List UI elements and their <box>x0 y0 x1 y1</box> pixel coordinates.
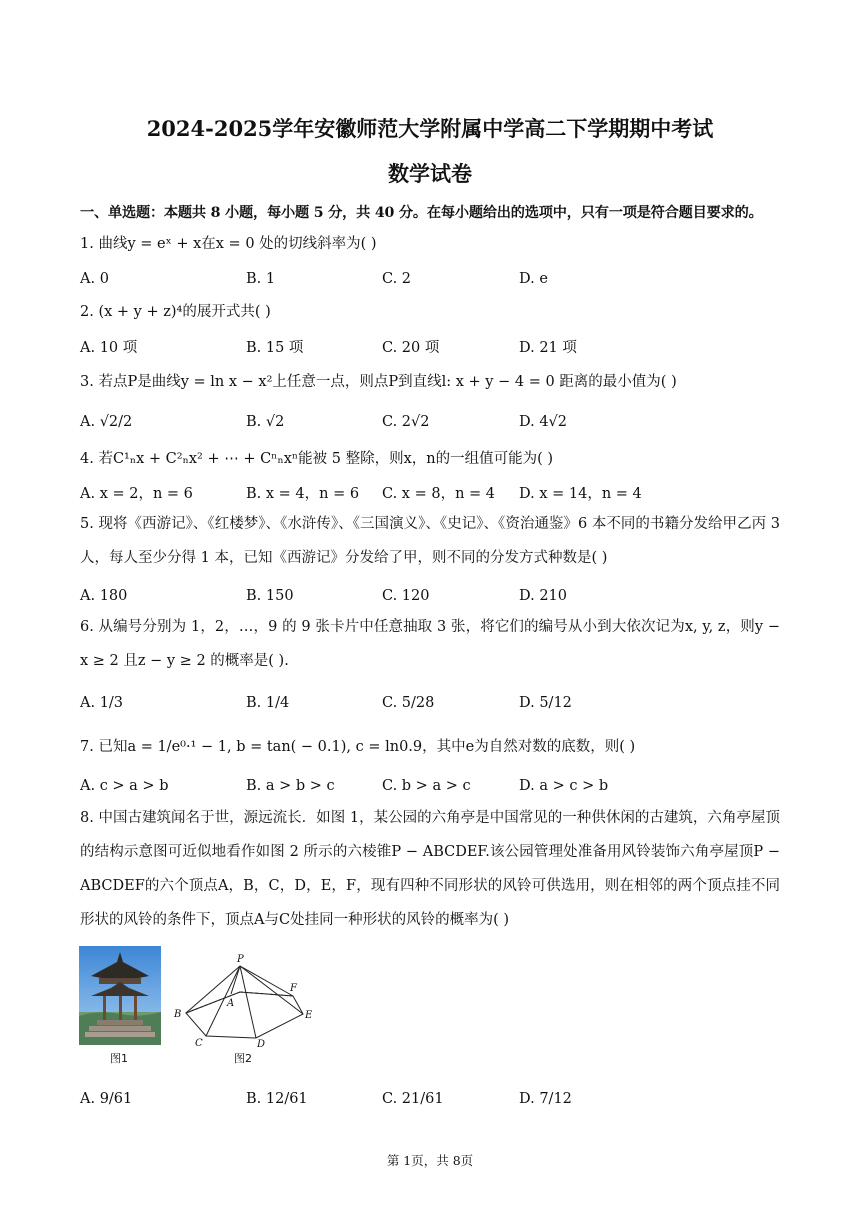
option-b: B. a > b > c <box>246 778 335 794</box>
question-3-stem: 3. 若点P是曲线y = ln x − x²上任意一点，则点P到直线l: x + y − 4 = 0 距离的最小值为( ) <box>80 374 677 390</box>
option-b: B. 1/4 <box>246 695 290 711</box>
option-c: C. 5/28 <box>382 695 435 711</box>
question-6-stem: 6. 从编号分别为 1，2，…，9 的 9 张卡片中任意抽取 3 张，将它们的编号从小到大依次记为x, y, z，则y − x ≥ 2 且z − y ≥ 2 的概率是( ). <box>80 619 780 669</box>
question-3-options <box>80 411 780 435</box>
exam-title: 2024-2025学年安徽师范大学附属中学高二下学期期中考试 <box>146 116 714 141</box>
question-8-stem: 8. 中国古建筑闻名于世，源远流长．如图 1，某公园的六角亭是中国常见的一种供休闲的古建筑，六角亭屋顶的结构示意图可近似地看作如图 2 所示的六棱锥P − ABCDEF.该公园管理处准备用风铃装饰六角亭屋顶P − ABCDEF的六个顶点A，B，C，D，E，F，现有四种不同形状的风铃可供选用，则在相邻的两个顶点挂不同形状的风铃的条件下，顶点A与C处挂同一种形状的风铃的概率为( ) <box>80 810 780 928</box>
section-heading: 一、单选题：本题共 8 小题，每小题 5 分，共 40 分。在每小题给出的选项中，只有一项是符合题目要求的。 <box>80 205 763 221</box>
option-d: D. a > c > b <box>519 778 609 794</box>
question-1-options <box>80 268 780 292</box>
question-2-options <box>80 337 780 361</box>
question-5-stem: 5. 现将《西游记》、《红楼梦》、《水浒传》、《三国演义》、《史记》、《资治通鉴》6 本不同的书籍分发给甲乙丙 3 人，每人至少分得 1 本，已知《西游记》分发给了甲，则不同的分发方式种数是( ) <box>80 516 780 566</box>
exam-subtitle: 数学试卷 <box>388 161 472 186</box>
figure-1-caption: 图1 <box>110 1052 128 1065</box>
option-a: A. √2/2 <box>80 414 133 430</box>
vertex-label-a: A <box>227 998 235 1009</box>
option-c: C. 2 <box>382 271 412 287</box>
question-5-options <box>80 585 780 609</box>
option-b: B. √2 <box>246 414 285 430</box>
option-a: A. 9/61 <box>80 1091 133 1107</box>
vertex-label-e: E <box>305 1010 313 1021</box>
question-8-options <box>80 1088 780 1112</box>
question-4-stem: 4. 若C¹ₙx + C²ₙx² + ⋯ + Cⁿₙxⁿ能被 5 整除，则x，n的一组值可能为( ) <box>80 451 554 467</box>
option-d: D. x = 14，n = 4 <box>519 486 642 502</box>
option-d: D. e <box>519 271 548 287</box>
vertex-label-f: F <box>290 983 297 994</box>
option-c: C. 120 <box>382 588 430 604</box>
page-footer: 第 1页，共 8页 <box>386 1153 474 1168</box>
option-c: C. 2√2 <box>382 414 430 430</box>
option-c: C. 20 项 <box>382 340 440 356</box>
question-4-options <box>80 483 780 507</box>
figure-2-caption: 图2 <box>234 1052 252 1065</box>
option-b: B. 150 <box>246 588 294 604</box>
option-d: D. 210 <box>519 588 568 604</box>
option-b: B. 15 项 <box>246 340 304 356</box>
question-6-options <box>80 692 780 716</box>
vertex-label-p: P <box>237 954 244 965</box>
option-d: D. 21 项 <box>519 340 577 356</box>
option-d: D. 4√2 <box>519 414 568 430</box>
question-1-stem: 1. 曲线y = eˣ + x在x = 0 处的切线斜率为( ) <box>80 236 377 252</box>
option-b: B. 12/61 <box>246 1091 308 1107</box>
option-c: C. 21/61 <box>382 1091 444 1107</box>
vertex-label-c: C <box>195 1038 203 1049</box>
question-8-figures <box>79 946 339 1066</box>
option-b: B. 1 <box>246 271 276 287</box>
option-a: A. 10 项 <box>80 340 138 356</box>
question-7-stem: 7. 已知a = 1/e⁰·¹ − 1, b = tan( − 0.1), c = ln0.9，其中e为自然对数的底数，则( ) <box>80 739 636 755</box>
question-7-options <box>80 775 780 799</box>
option-d: D. 5/12 <box>519 695 572 711</box>
option-b: B. x = 4，n = 6 <box>246 486 360 502</box>
pyramid-diagram <box>171 950 321 1050</box>
option-a: A. 1/3 <box>80 695 124 711</box>
option-a: A. 180 <box>80 588 128 604</box>
vertex-label-b: B <box>174 1009 182 1020</box>
option-a: A. c > a > b <box>80 778 169 794</box>
option-d: D. 7/12 <box>519 1091 572 1107</box>
vertex-label-d: D <box>257 1039 266 1050</box>
option-c: C. x = 8，n = 4 <box>382 486 495 502</box>
option-a: A. x = 2，n = 6 <box>80 486 193 502</box>
pavilion-photo <box>79 946 161 1045</box>
question-2-stem: 2. (x + y + z)⁴的展开式共( ) <box>80 304 271 320</box>
option-a: A. 0 <box>80 271 109 287</box>
option-c: C. b > a > c <box>382 778 471 794</box>
